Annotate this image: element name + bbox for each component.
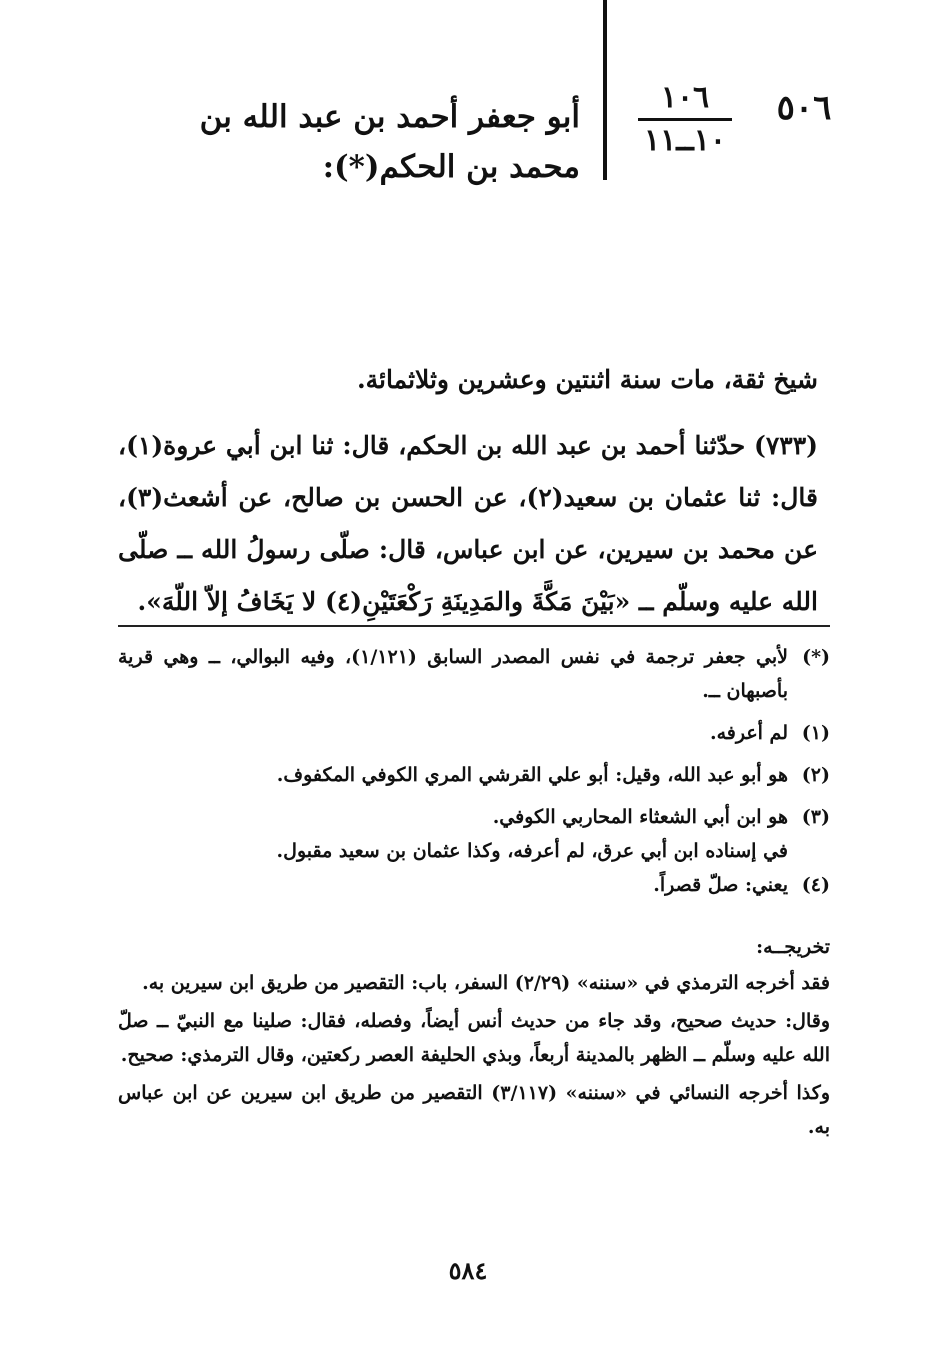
footnote-separator <box>118 625 830 627</box>
footnote-text: هو أبو عبد الله، وقيل: أبو علي القرشي المري الكوفي المكفوف. <box>276 764 788 786</box>
takhrij-heading: تخريجــه: <box>756 936 830 958</box>
takhrij-paragraph: فقد أخرجه الترمذي في «سننه» (٢/٢٩) السفر، باب: التقصير من طريق ابن سيرين به. <box>142 972 830 994</box>
entry-fraction <box>630 80 740 159</box>
header-divider <box>603 0 607 180</box>
footnote-label: (٣) <box>801 806 830 828</box>
takhrij-paragraph: وكذا أخرجه النسائي في «سننه» (٣/١١٧) التقصير من طريق ابن سيرين عن ابن عباس به. <box>118 1082 830 1138</box>
footnote-item <box>118 800 830 834</box>
footnote-label: (٢) <box>801 764 830 786</box>
footnote-text: هو ابن أبي الشعثاء المحاربي الكوفي. <box>492 806 788 828</box>
page-number: ٥٨٤ <box>448 1256 488 1285</box>
footnote-item <box>118 640 830 708</box>
footnote-text: لأبي جعفر ترجمة في نفس المصدر السابق (١/١٢١)، وفيه البوالي، ــ وهي قرية بأصبهان ــ. <box>118 646 789 702</box>
footnote-text: لم أعرفه. <box>709 722 788 744</box>
entry-number: ٥٠٦ <box>776 88 832 128</box>
isnad-note: في إسناده ابن أبي عرق، لم أعرفه، وكذا عثمان بن سعيد مقبول. <box>276 840 788 862</box>
footnotes <box>118 640 830 910</box>
fraction-bar <box>638 118 732 121</box>
entry-title: أبو جعفر أحمد بن عبد الله بن محمد بن الحكم(*): <box>199 99 580 185</box>
footnote-item <box>118 716 830 750</box>
footnote-item <box>118 758 830 792</box>
footnote-label: (*) <box>802 646 830 668</box>
intro-line: شيخ ثقة، مات سنة اثنتين وعشرين وثلاثمائة. <box>356 365 818 394</box>
fraction-bottom: ١٠ــ١١ <box>643 123 727 158</box>
takhrij-paragraph: وقال: حديث صحيح، وقد جاء من حديث أنس أيضاً، وفصله، فقال: صلينا مع النبيّ ــ صلّ الله عليه وسلّم ــ الظهر بالمدينة أربعاً، وبذي الحليفة العصر ركعتين، وقال الترمذي: صحيح. <box>118 1010 830 1066</box>
footnote-label: (٤) <box>801 874 830 896</box>
takhrij-section <box>118 930 830 1148</box>
footnote-label: (١) <box>801 722 830 744</box>
footnote-text: يعني: صلّ قصراً. <box>653 874 788 896</box>
footnote-item <box>118 868 830 902</box>
hadith-text: (٧٣٣) حدّثنا أحمد بن عبد الله بن الحكم، قال: ثنا ابن أبي عروة(١)، قال: ثنا عثمان بن سعيد(٢)، عن الحسن بن صالح، عن أشعث(٣)، عن محمد بن سيرين، عن ابن عباس، قال: صلّى رسولُ الله ــ صلّى الله عليه وسلّم ــ «بَيْنَ مَكَّةَ والمَدِينَةِ رَكْعَتَيْنِ(٤) لا يَخَافُ إلاّ اللّهَ». <box>118 431 818 616</box>
fraction-top: ١٠٦ <box>660 80 710 115</box>
